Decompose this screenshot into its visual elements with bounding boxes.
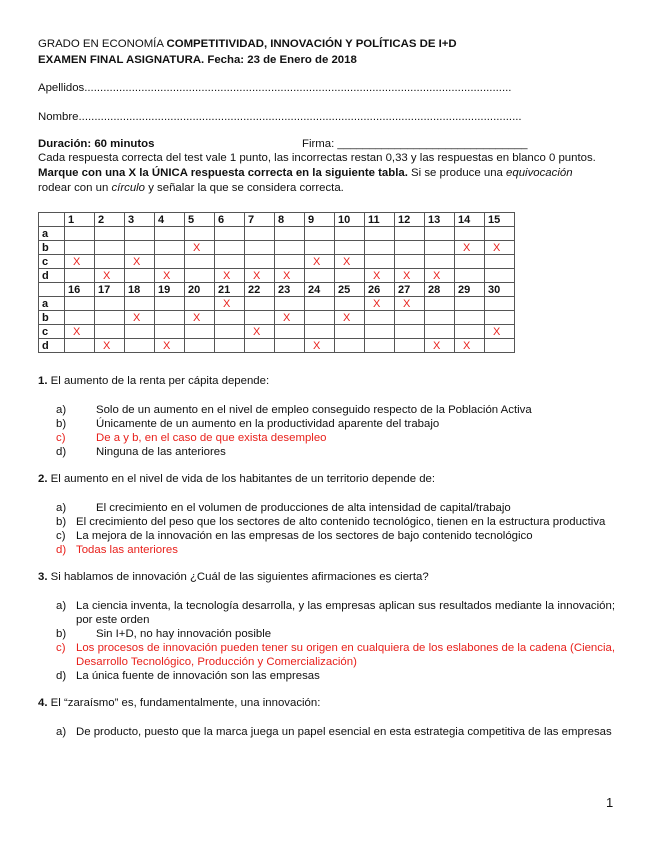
option-text: De a y b, en el caso de que exista desempleo [96,432,327,444]
answer-cell[interactable] [455,227,485,241]
option-text: La mejora de la innovación en las empresas de los sectores de bajo contenido tecnológico [76,530,533,542]
answer-cell[interactable] [215,227,245,241]
option [56,417,615,431]
instructions-line1: Cada respuesta correcta del test vale 1 punto, las incorrectas restan 0,33 y las respuestas en blanco 0 puntos. [38,152,596,164]
question-number: 4. [38,697,48,709]
answer-cell[interactable]: X [245,269,275,283]
option-text: La única fuente de innovación son las empresas [76,670,320,682]
answer-cell[interactable]: X [305,255,335,269]
question-number: 2. [38,473,48,485]
instructions-line2 [38,167,573,179]
option-letter: d) [56,446,67,458]
option-letter: c) [56,642,66,654]
option [56,529,615,543]
answer-cell[interactable] [215,339,245,353]
option-text: La ciencia inventa, la tecnología desarrolla, y las empresas aplican sus resultados mediante la innovación; por este orden [76,600,615,626]
option-text: Sin I+D, no hay innovación posible [96,628,272,640]
question-number: 18 [125,283,155,297]
questions [38,374,615,752]
answer-cell[interactable] [125,297,155,311]
answer-cell[interactable] [275,339,305,353]
answer-cell[interactable] [335,297,365,311]
answer-cell[interactable]: X [425,339,455,353]
duration: Duración: 60 minutos [38,138,155,150]
answer-cell[interactable] [425,241,455,255]
answer-cell[interactable] [305,227,335,241]
option-letter: c) [56,530,66,542]
answer-cell[interactable]: X [275,269,305,283]
answer-cell[interactable]: X [305,339,335,353]
answer-cell[interactable] [455,297,485,311]
answer-cell[interactable] [275,255,305,269]
answer-cell[interactable] [425,297,455,311]
question-number: 14 [455,213,485,227]
answer-cell[interactable] [485,255,515,269]
question-text: Si hablamos de innovación ¿Cuál de las siguientes afirmaciones es cierta? [47,571,429,583]
answer-cell[interactable] [455,269,485,283]
question [38,696,615,739]
option-label: a [39,227,65,241]
answer-cell[interactable] [395,311,425,325]
question-number: 30 [485,283,515,297]
answer-cell[interactable] [395,227,425,241]
answer-cell[interactable]: X [215,269,245,283]
answer-cell[interactable] [125,241,155,255]
answer-cell[interactable] [485,269,515,283]
question [38,374,615,459]
option-letter: b) [56,516,67,528]
corner-cell [39,283,65,297]
answer-cell[interactable]: X [455,339,485,353]
answer-cell[interactable]: X [455,241,485,255]
answer-cell[interactable] [245,311,275,325]
instructions-text: Si se produce una [407,167,507,179]
instructions-text: y señalar la que se considera correcta. [145,182,344,194]
option-text: De producto, puesto que la marca juega un papel esencial en esta estrategia competitiva de las empresas [76,726,612,738]
option-text: El crecimiento del peso que los sectores de alto contenido tecnológico, tienen en la estructura productiva [76,516,606,528]
table-row [39,297,515,311]
correct-option [56,543,615,557]
answer-cell[interactable] [245,339,275,353]
answer-cell[interactable] [215,255,245,269]
question-number: 26 [365,283,395,297]
answer-cell[interactable]: X [275,311,305,325]
answer-cell[interactable] [95,325,125,339]
option [56,725,615,739]
answer-cell[interactable] [155,227,185,241]
page-number: 1 [606,795,614,810]
answer-cell[interactable] [155,297,185,311]
answer-cell[interactable]: X [365,297,395,311]
question-number: 16 [65,283,95,297]
question-number: 25 [335,283,365,297]
option-letter: a) [56,600,67,612]
option-label: c [39,325,65,339]
table-row [39,255,515,269]
question-number: 9 [305,213,335,227]
question-number: 27 [395,283,425,297]
option [56,501,615,515]
answer-cell[interactable] [335,269,365,283]
header-line2: EXAMEN FINAL ASIGNATURA. Fecha: 23 de Enero de 2018 [38,54,357,66]
correct-option [56,431,615,445]
header-line1 [38,38,457,50]
answer-cell[interactable] [395,325,425,339]
answer-cell[interactable] [185,339,215,353]
question-number: 4 [155,213,185,227]
question-number: 10 [335,213,365,227]
instructions-line3 [38,182,344,194]
option-letter: a) [56,404,67,416]
answer-cell[interactable]: X [485,325,515,339]
instructions-text: rodear con un [38,182,112,194]
apellidos-field: Apellidos....................................................................................................................................... [38,82,512,94]
question-text: El aumento en el nivel de vida de los habitantes de un territorio depende de: [47,473,436,485]
answer-cell[interactable]: X [155,339,185,353]
answer-cell[interactable] [65,227,95,241]
question-number: 1. [38,375,48,387]
answer-cell[interactable] [65,297,95,311]
answer-cell[interactable] [275,325,305,339]
question-stem [38,696,615,710]
answer-cell[interactable] [245,227,275,241]
answer-cell[interactable] [485,297,515,311]
question [38,472,615,557]
answer-cell[interactable]: X [65,325,95,339]
answer-table [38,212,515,353]
answer-cell[interactable]: X [365,269,395,283]
option [56,445,615,459]
answer-cell[interactable] [215,311,245,325]
option [56,403,615,417]
answer-cell[interactable] [245,297,275,311]
table-row [39,227,515,241]
answer-cell[interactable] [455,255,485,269]
answer-cell[interactable] [185,227,215,241]
table-row [39,325,515,339]
answer-cell[interactable] [125,325,155,339]
instructions-italic: círculo [111,182,146,194]
question-number: 24 [305,283,335,297]
option-label: d [39,339,65,353]
question-number: 17 [95,283,125,297]
answer-cell[interactable] [95,255,125,269]
answer-cell[interactable] [185,255,215,269]
option-text: El crecimiento en el volumen de producciones de alta intensidad de capital/trabajo [96,502,511,514]
question [38,570,615,683]
answer-cell[interactable]: X [125,255,155,269]
question-number: 8 [275,213,305,227]
question-stem [38,374,615,388]
answer-cell[interactable] [155,255,185,269]
option-letter: a) [56,502,67,514]
answer-cell[interactable]: X [425,269,455,283]
question-number: 7 [245,213,275,227]
instructions-bold: Marque con una X la ÚNICA respuesta correcta en la siguiente tabla. [38,167,408,179]
answer-cell[interactable] [335,339,365,353]
answer-cell[interactable] [275,241,305,255]
option-text: Ninguna de las anteriores [96,446,226,458]
answer-cell[interactable] [275,227,305,241]
answer-cell[interactable] [335,241,365,255]
answer-cell[interactable] [485,339,515,353]
answer-cell[interactable] [125,227,155,241]
answer-cell[interactable]: X [395,269,425,283]
option-label: d [39,269,65,283]
degree: GRADO EN ECONOMÍA [38,38,167,50]
answer-cell[interactable] [185,269,215,283]
option-label: a [39,297,65,311]
table-row [39,241,515,255]
question-stem [38,570,615,584]
answer-cell[interactable] [65,269,95,283]
option [56,515,615,529]
answer-cell[interactable] [155,241,185,255]
answer-cell[interactable] [395,339,425,353]
answer-cell[interactable]: X [155,269,185,283]
option-label: c [39,255,65,269]
option-label: b [39,241,65,255]
answer-cell[interactable] [335,325,365,339]
correct-option [56,641,615,669]
option-letter: d) [56,670,67,682]
answer-cell[interactable] [365,339,395,353]
table-row [39,339,515,353]
question-text: El “zaraísmo” es, fundamentalmente, una innovación: [47,697,321,709]
answer-cell[interactable]: X [395,297,425,311]
question-number: 29 [455,283,485,297]
answer-cell[interactable] [305,311,335,325]
answer-cell[interactable] [365,227,395,241]
answer-cell[interactable] [215,325,245,339]
question-number: 20 [185,283,215,297]
option-letter: c) [56,432,66,444]
table-header-row [39,283,515,297]
option-letter: b) [56,418,67,430]
answer-cell[interactable] [245,241,275,255]
answer-cell[interactable] [335,227,365,241]
answer-cell[interactable] [305,325,335,339]
table-header-row [39,213,515,227]
answer-cell[interactable] [305,241,335,255]
question-number: 13 [425,213,455,227]
option-letter: a) [56,726,67,738]
instructions-italic: equivocación [506,167,573,179]
answer-cell[interactable] [395,241,425,255]
answer-cell[interactable] [425,227,455,241]
question-text: El aumento de la renta per cápita depende: [47,375,270,387]
question-number: 3 [125,213,155,227]
answer-cell[interactable]: X [65,255,95,269]
answer-cell[interactable]: X [95,339,125,353]
answer-cell[interactable] [95,227,125,241]
question-number: 22 [245,283,275,297]
question-number: 19 [155,283,185,297]
question-number: 21 [215,283,245,297]
option [56,627,615,641]
answer-cell[interactable] [215,241,245,255]
answer-cell[interactable] [245,255,275,269]
question-number: 15 [485,213,515,227]
answer-cell[interactable] [95,241,125,255]
table-row [39,311,515,325]
answer-cell[interactable] [425,325,455,339]
option [56,669,615,683]
answer-cell[interactable]: X [185,241,215,255]
answer-cell[interactable]: X [335,255,365,269]
answer-cell[interactable] [305,269,335,283]
answer-cell[interactable]: X [485,241,515,255]
answer-cell[interactable] [365,241,395,255]
option-letter: b) [56,628,67,640]
answer-cell[interactable] [65,311,95,325]
question-number: 3. [38,571,48,583]
question-number: 1 [65,213,95,227]
answer-cell[interactable] [395,255,425,269]
option [56,599,615,627]
answer-cell[interactable] [185,297,215,311]
option-label: b [39,311,65,325]
answer-cell[interactable] [455,311,485,325]
answer-cell[interactable] [365,311,395,325]
answer-cell[interactable] [95,311,125,325]
signature-field: Firma: ______________________________ [302,138,528,150]
answer-cell[interactable]: X [215,297,245,311]
corner-cell [39,213,65,227]
answer-cell[interactable]: X [245,325,275,339]
option-text: Solo de un aumento en el nivel de empleo conseguido respecto de la Población Activa [96,404,532,416]
question-number: 5 [185,213,215,227]
answer-cell[interactable] [125,339,155,353]
option-letter: d) [56,544,67,556]
answer-cell[interactable]: X [335,311,365,325]
answer-cell[interactable] [185,325,215,339]
answer-cell[interactable] [155,325,185,339]
answer-cell[interactable] [485,227,515,241]
answer-cell[interactable] [65,241,95,255]
nombre-field: Nombre............................................................................................................................................ [38,111,522,123]
answer-cell[interactable] [365,255,395,269]
answer-cell[interactable] [65,339,95,353]
answer-cell[interactable] [95,297,125,311]
answer-cell[interactable] [485,311,515,325]
answer-cell[interactable] [275,297,305,311]
answer-cell[interactable] [425,311,455,325]
answer-cell[interactable] [455,325,485,339]
answer-cell[interactable]: X [185,311,215,325]
question-number: 6 [215,213,245,227]
answer-cell[interactable] [125,269,155,283]
option-text: Todas las anteriores [76,544,178,556]
question-number: 12 [395,213,425,227]
answer-cell[interactable]: X [95,269,125,283]
question-number: 23 [275,283,305,297]
question-number: 28 [425,283,455,297]
question-number: 11 [365,213,395,227]
answer-cell[interactable] [305,297,335,311]
answer-cell[interactable] [425,255,455,269]
answer-cell[interactable] [155,311,185,325]
course-title: COMPETITIVIDAD, INNOVACIÓN Y POLÍTICAS DE I+D [166,38,457,50]
option-text: Los procesos de innovación pueden tener su origen en cualquiera de los eslabones de la cadena (Ciencia, Desarrollo Tecnológico, Producción y Comercialización) [76,642,615,668]
answer-cell[interactable] [365,325,395,339]
option-text: Únicamente de un aumento en la productividad aparente del trabajo [96,418,440,430]
question-stem [38,472,615,486]
answer-cell[interactable]: X [125,311,155,325]
table-row [39,269,515,283]
question-number: 2 [95,213,125,227]
